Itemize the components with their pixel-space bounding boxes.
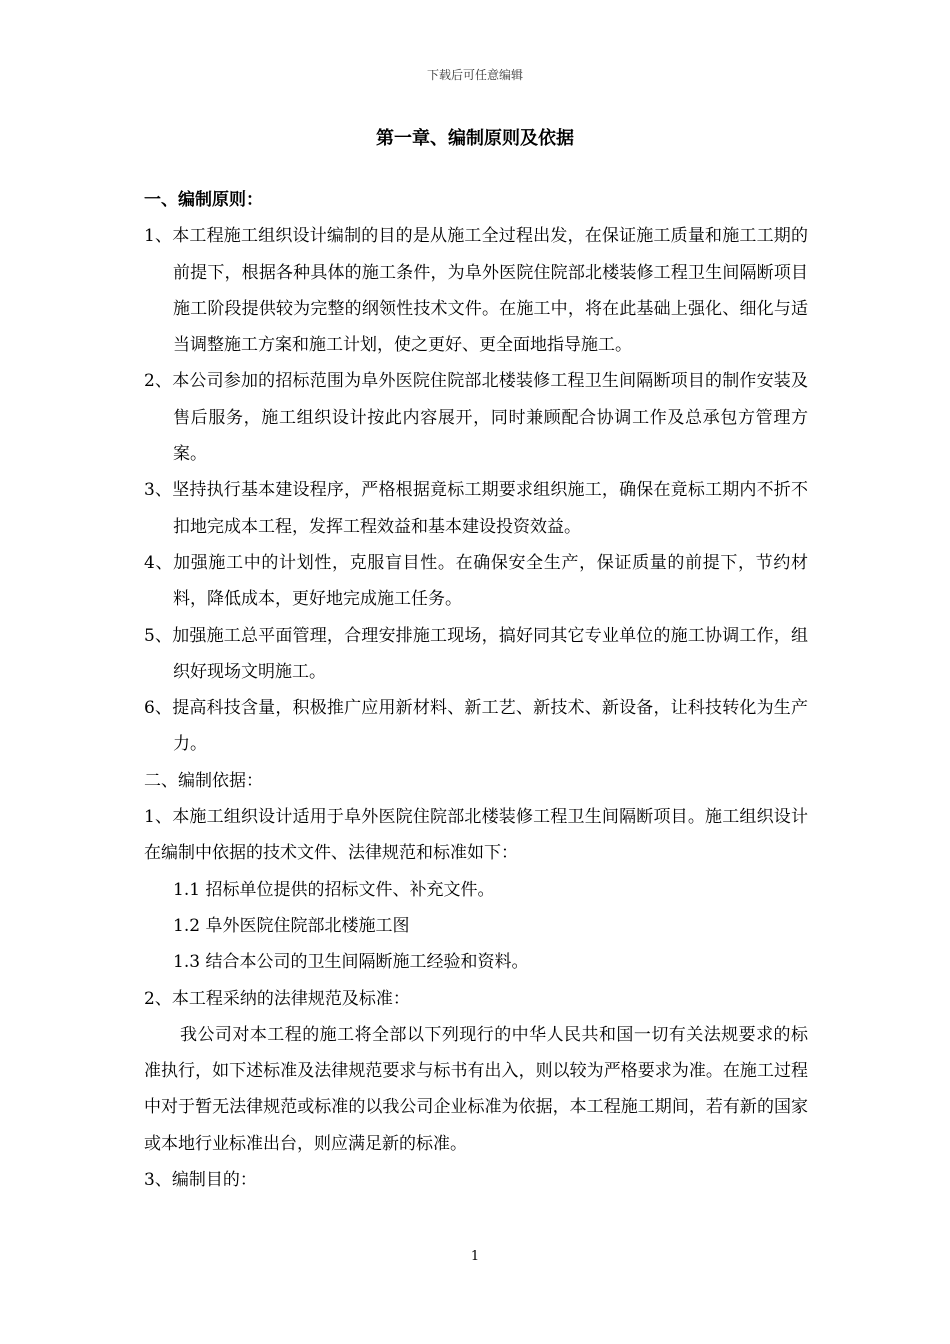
basis-sub-item-2: 1.2 阜外医院住院部北楼施工图	[173, 915, 410, 936]
basis-item-1: 1、本施工组织设计适用于阜外医院住院部北楼装修工程卫生间隔断项目。施工组织设计在编制中依据的技术文件、法律规范和标准如下：	[144, 807, 808, 864]
section-heading-principles: 一、编制原则：	[144, 190, 263, 210]
standards-paragraph: 我公司对本工程的施工将全部以下列现行的中华人民共和国一切有关法规要求的标准执行，如下述标准及法律规范要求与标书有出入，则以较为严格要求为准。在施工过程中对于暂无法律规范或标准的以我公司企业标准为依据，本工程施工期间，若有新的国家或本地行业标准出台，则应满足新的标准。	[144, 1024, 808, 1154]
document-body	[144, 182, 808, 1198]
principle-item-6: 6、提高科技含量，积极推广应用新材料、新工艺、新技术、新设备，让科技转化为生产力。	[144, 698, 808, 755]
principle-item-1: 1、本工程施工组织设计编制的目的是从施工全过程出发，在保证施工质量和施工工期的前提下，根据各种具体的施工条件，为阜外医院住院部北楼装修工程卫生间隔断项目施工阶段提供较为完整的纲领性技术文件。在施工中，将在此基础上强化、细化与适当调整施工方案和施工计划，使之更好、更全面地指导施工。	[144, 226, 808, 356]
section-heading-basis: 二、编制依据：	[144, 770, 263, 791]
basis-sub-item-1: 1.1 招标单位提供的招标文件、补充文件。	[173, 879, 495, 900]
principle-item-2: 2、本公司参加的招标范围为阜外医院住院部北楼装修工程卫生间隔断项目的制作安装及售后服务，施工组织设计按此内容展开，同时兼顾配合协调工作及总承包方管理方案。	[144, 371, 808, 465]
page-number: 1	[470, 1249, 480, 1264]
basis-item-3: 3、编制目的：	[144, 1170, 257, 1191]
principle-item-5: 5、加强施工总平面管理，合理安排施工现场，搞好同其它专业单位的施工协调工作，组织好现场文明施工。	[144, 625, 808, 682]
principle-item-3: 3、坚持执行基本建设程序，严格根据竟标工期要求组织施工，确保在竟标工期内不折不扣地完成本工程，发挥工程效益和基本建设投资效益。	[144, 480, 808, 537]
header-note: 下载后可任意编辑	[426, 68, 523, 82]
principle-item-4: 4、加强施工中的计划性，克服盲目性。在确保安全生产，保证质量的前提下，节约材料，降低成本，更好地完成施工任务。	[144, 552, 808, 610]
chapter-title: 第一章、编制原则及依据	[376, 128, 574, 149]
basis-item-2: 2、本工程采纳的法律规范及标准：	[144, 988, 410, 1009]
basis-sub-item-3: 1.3 结合本公司的卫生间隔断施工经验和资料。	[173, 952, 529, 973]
